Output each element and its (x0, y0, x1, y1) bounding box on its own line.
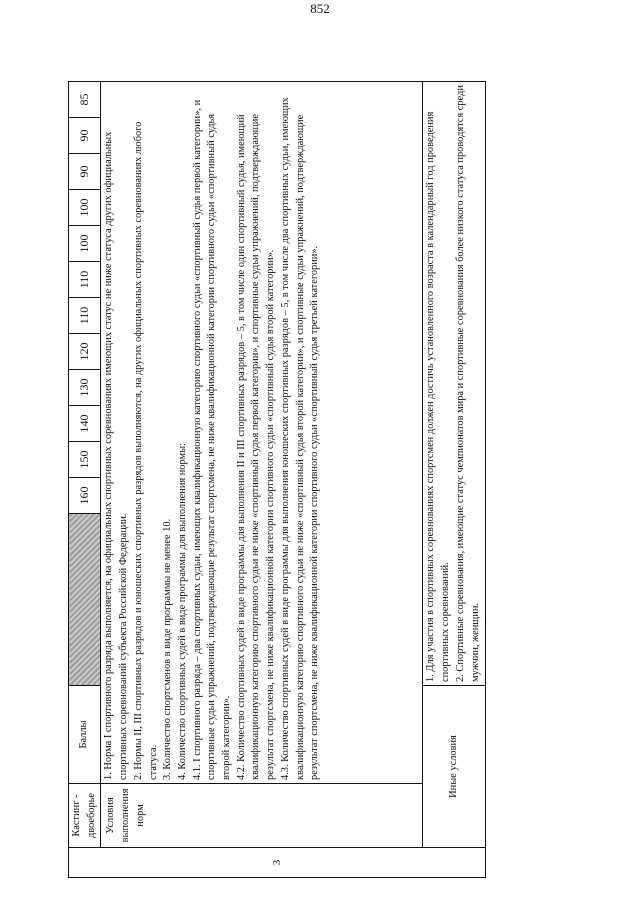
conditions-label-line: Условия (105, 797, 117, 834)
discipline-name-cell (69, 784, 101, 848)
condition-paragraph: 3. Количество спортсменов в виде программы не менее 10. (162, 518, 174, 780)
points-label-cell: Баллы (69, 686, 101, 784)
shaded-cell (69, 514, 101, 686)
points-cell: 110 (69, 262, 101, 298)
other-conditions-text-cell (423, 82, 486, 686)
condition-paragraph: 4.2. Количество спортивных судей в виде программы для выполнения II и III спортивных разрядов – 5, в том числе один спортивный судья, имеющий квалификационную категорию спортивного судьи не ниже «спортивный судья первой категории», и спортивные судьи упражнений, подтверждающие результат спортсмена, не ниже квалификационной категории спортивного судьи «спортивный судья второй категории». (235, 114, 277, 780)
row-index-cell: 3 (69, 848, 486, 878)
conditions-label-cell (101, 784, 423, 848)
conditions-text-cell (101, 82, 423, 784)
points-cell: 90 (69, 154, 101, 190)
conditions-label-line: выполнения (120, 788, 132, 843)
points-cell: 90 (69, 118, 101, 154)
points-cell: 120 (69, 334, 101, 370)
condition-paragraph: 4.3. Количество спортивных судей в виде программы для выполнения юношеских спортивных разрядов – 5, в том числе два спортивных судьи, имеющих квалификационную категорию спортивного судьи не ниже «спортивный судья второй категории», и спортивные судьи упражнений, подтверждающие результат спортсмена, не ниже квалификационной категории спортивного судьи «спортивный судья третьей категории». (279, 97, 321, 780)
condition-paragraph: 4. Количество спортивных судей в виде программы для выполнения нормы: (176, 443, 188, 780)
condition-paragraph: 4.1. I спортивного разряда – два спортивных судьи, имеющих квалификационную категорию спортивного судьи «спортивный судья первой категории», и спортивные судьи упражнений, подтверждающие результат спортсмена, не ниже квалификационной категории спортивного судьи «спортивный судья второй категории». (191, 99, 233, 780)
sport-norms-table (68, 81, 486, 878)
other-conditions-row (423, 82, 486, 878)
discipline-line: Кастинг - (71, 794, 82, 837)
other-condition-paragraph: 1. Для участия в спортивных соревнованиях спортсмен должен достичь установленного возраста в календарный год проведения спортивных соревнований. (425, 111, 452, 682)
discipline-line: двоеборье (85, 792, 97, 839)
conditions-label-line: норм (134, 804, 146, 827)
points-cell: 160 (69, 478, 101, 514)
header-row (69, 82, 101, 878)
conditions-row (101, 82, 423, 878)
other-condition-paragraph: 2. Спортивные соревнования, имеющие статус чемпионатов мира и спортивные соревнования более низкого статуса проводятся среди мужчин, женщин. (454, 85, 481, 682)
condition-paragraph: 1. Норма I спортивного разряда выполняется, на официальных спортивных соревнованиях имеющих статус не ниже статуса других официальных спортивных соревнований субъекта Российской Федерации. (103, 131, 130, 780)
points-cell: 100 (69, 226, 101, 262)
points-cell: 110 (69, 298, 101, 334)
rotated-table-container (68, 85, 486, 878)
points-cell: 140 (69, 406, 101, 442)
points-cell: 85 (69, 82, 101, 118)
other-conditions-label-cell: Иные условия (423, 686, 486, 848)
condition-paragraph: 2. Нормы II, III спортивных разрядов и юношеских спортивных разрядов выполняются, на других официальных спортивных соревнованиях любого статуса. (132, 121, 159, 780)
points-cell: 150 (69, 442, 101, 478)
points-cell: 130 (69, 370, 101, 406)
points-cell: 100 (69, 190, 101, 226)
page-number: 852 (310, 1, 330, 16)
